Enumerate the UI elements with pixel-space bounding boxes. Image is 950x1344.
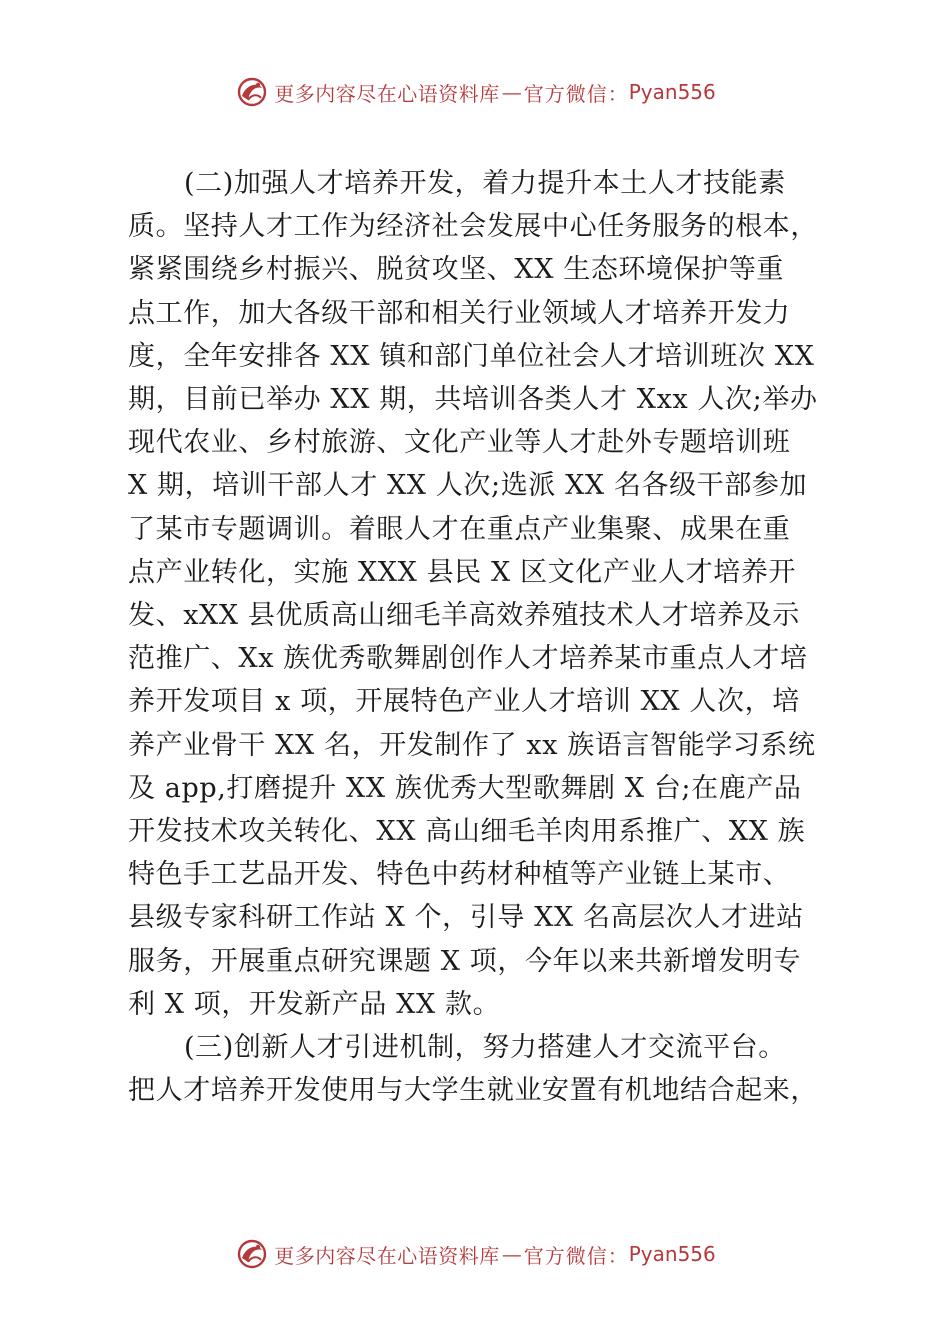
banner-dash: — <box>501 80 522 104</box>
text-line: 养产业骨干 XX 名，开发制作了 xx 族语言智能学习系统 <box>128 729 816 761</box>
text-line: 特色手工艺品开发、特色中药材种植等产业链上某市、 <box>128 859 791 891</box>
banner-dash: — <box>501 1242 522 1266</box>
text-line: 点产业转化，实施 XXX 县民 X 区文化产业人才培养开 <box>128 556 797 588</box>
wechat-label: 官方微信： <box>523 1243 629 1268</box>
text-line: 及 app,打磨提升 XX 族优秀大型歌舞剧 X 台;在鹿产品 <box>128 772 802 804</box>
wechat-label: 官方微信： <box>523 81 629 106</box>
text-line: 点工作，加大各级干部和相关行业领域人才培养开发力 <box>128 297 791 329</box>
text-line: 质。坚持人才工作为经济社会发展中心任务服务的根本， <box>128 211 818 243</box>
text-line: 养开发项目 x 项，开展特色产业人才培训 XX 人次，培 <box>128 686 800 718</box>
document-body <box>128 162 818 1112</box>
text-line: 度，全年安排各 XX 镇和部门单位社会人才培训班次 XX <box>128 340 815 372</box>
footer-watermark-banner <box>0 1234 950 1274</box>
site-text: 更多内容尽在心语资料库 <box>274 1243 500 1268</box>
text-line: 了某市专题调训。着眼人才在重点产业集聚、成果在重 <box>128 513 791 545</box>
site-text: 更多内容尽在心语资料库 <box>274 81 500 106</box>
text-line: 现代农业、乡村旅游、文化产业等人才赴外专题培训班 <box>128 427 791 459</box>
text-line: 期，目前已举办 XX 期，共培训各类人才 Xxx 人次;举办 <box>128 384 818 416</box>
text-line: 利 X 项，开发新产品 XX 款。 <box>128 988 501 1020</box>
wechat-id: Pyan556 <box>628 1242 716 1266</box>
paragraph-talent-introduction <box>128 1026 818 1112</box>
swirl-logo-icon <box>234 74 270 110</box>
swirl-logo-icon <box>234 1236 270 1272</box>
text-line: 范推广、Xx 族优秀歌舞剧创作人才培养某市重点人才培 <box>128 643 808 675</box>
header-watermark-banner <box>0 72 950 112</box>
text-line: 开发技术攻关转化、XX 高山细毛羊肉用系推广、XX 族 <box>128 816 806 848</box>
text-line: 县级专家科研工作站 X 个，引导 XX 名高层次人才进站 <box>128 902 804 934</box>
paragraph-talent-training <box>128 162 818 1026</box>
text-line: 把人才培养开发使用与大学生就业安置有机地结合起来， <box>128 1075 818 1107</box>
text-line: 服务，开展重点研究课题 X 项，今年以来共新增发明专 <box>128 945 801 977</box>
text-line: X 期，培训干部人才 XX 人次;选派 XX 名各级干部参加 <box>128 470 808 502</box>
text-line: 发、xXX 县优质高山细毛羊高效养殖技术人才培养及示 <box>128 600 800 632</box>
wechat-id: Pyan556 <box>628 80 716 104</box>
text-line: (三)创新人才引进机制，努力搭建人才交流平台。 <box>184 1032 786 1064</box>
text-line: (二)加强人才培养开发，着力提升本土人才技能素 <box>184 168 786 199</box>
text-line: 紧紧围绕乡村振兴、脱贫攻坚、XX 生态环境保护等重 <box>128 254 785 286</box>
